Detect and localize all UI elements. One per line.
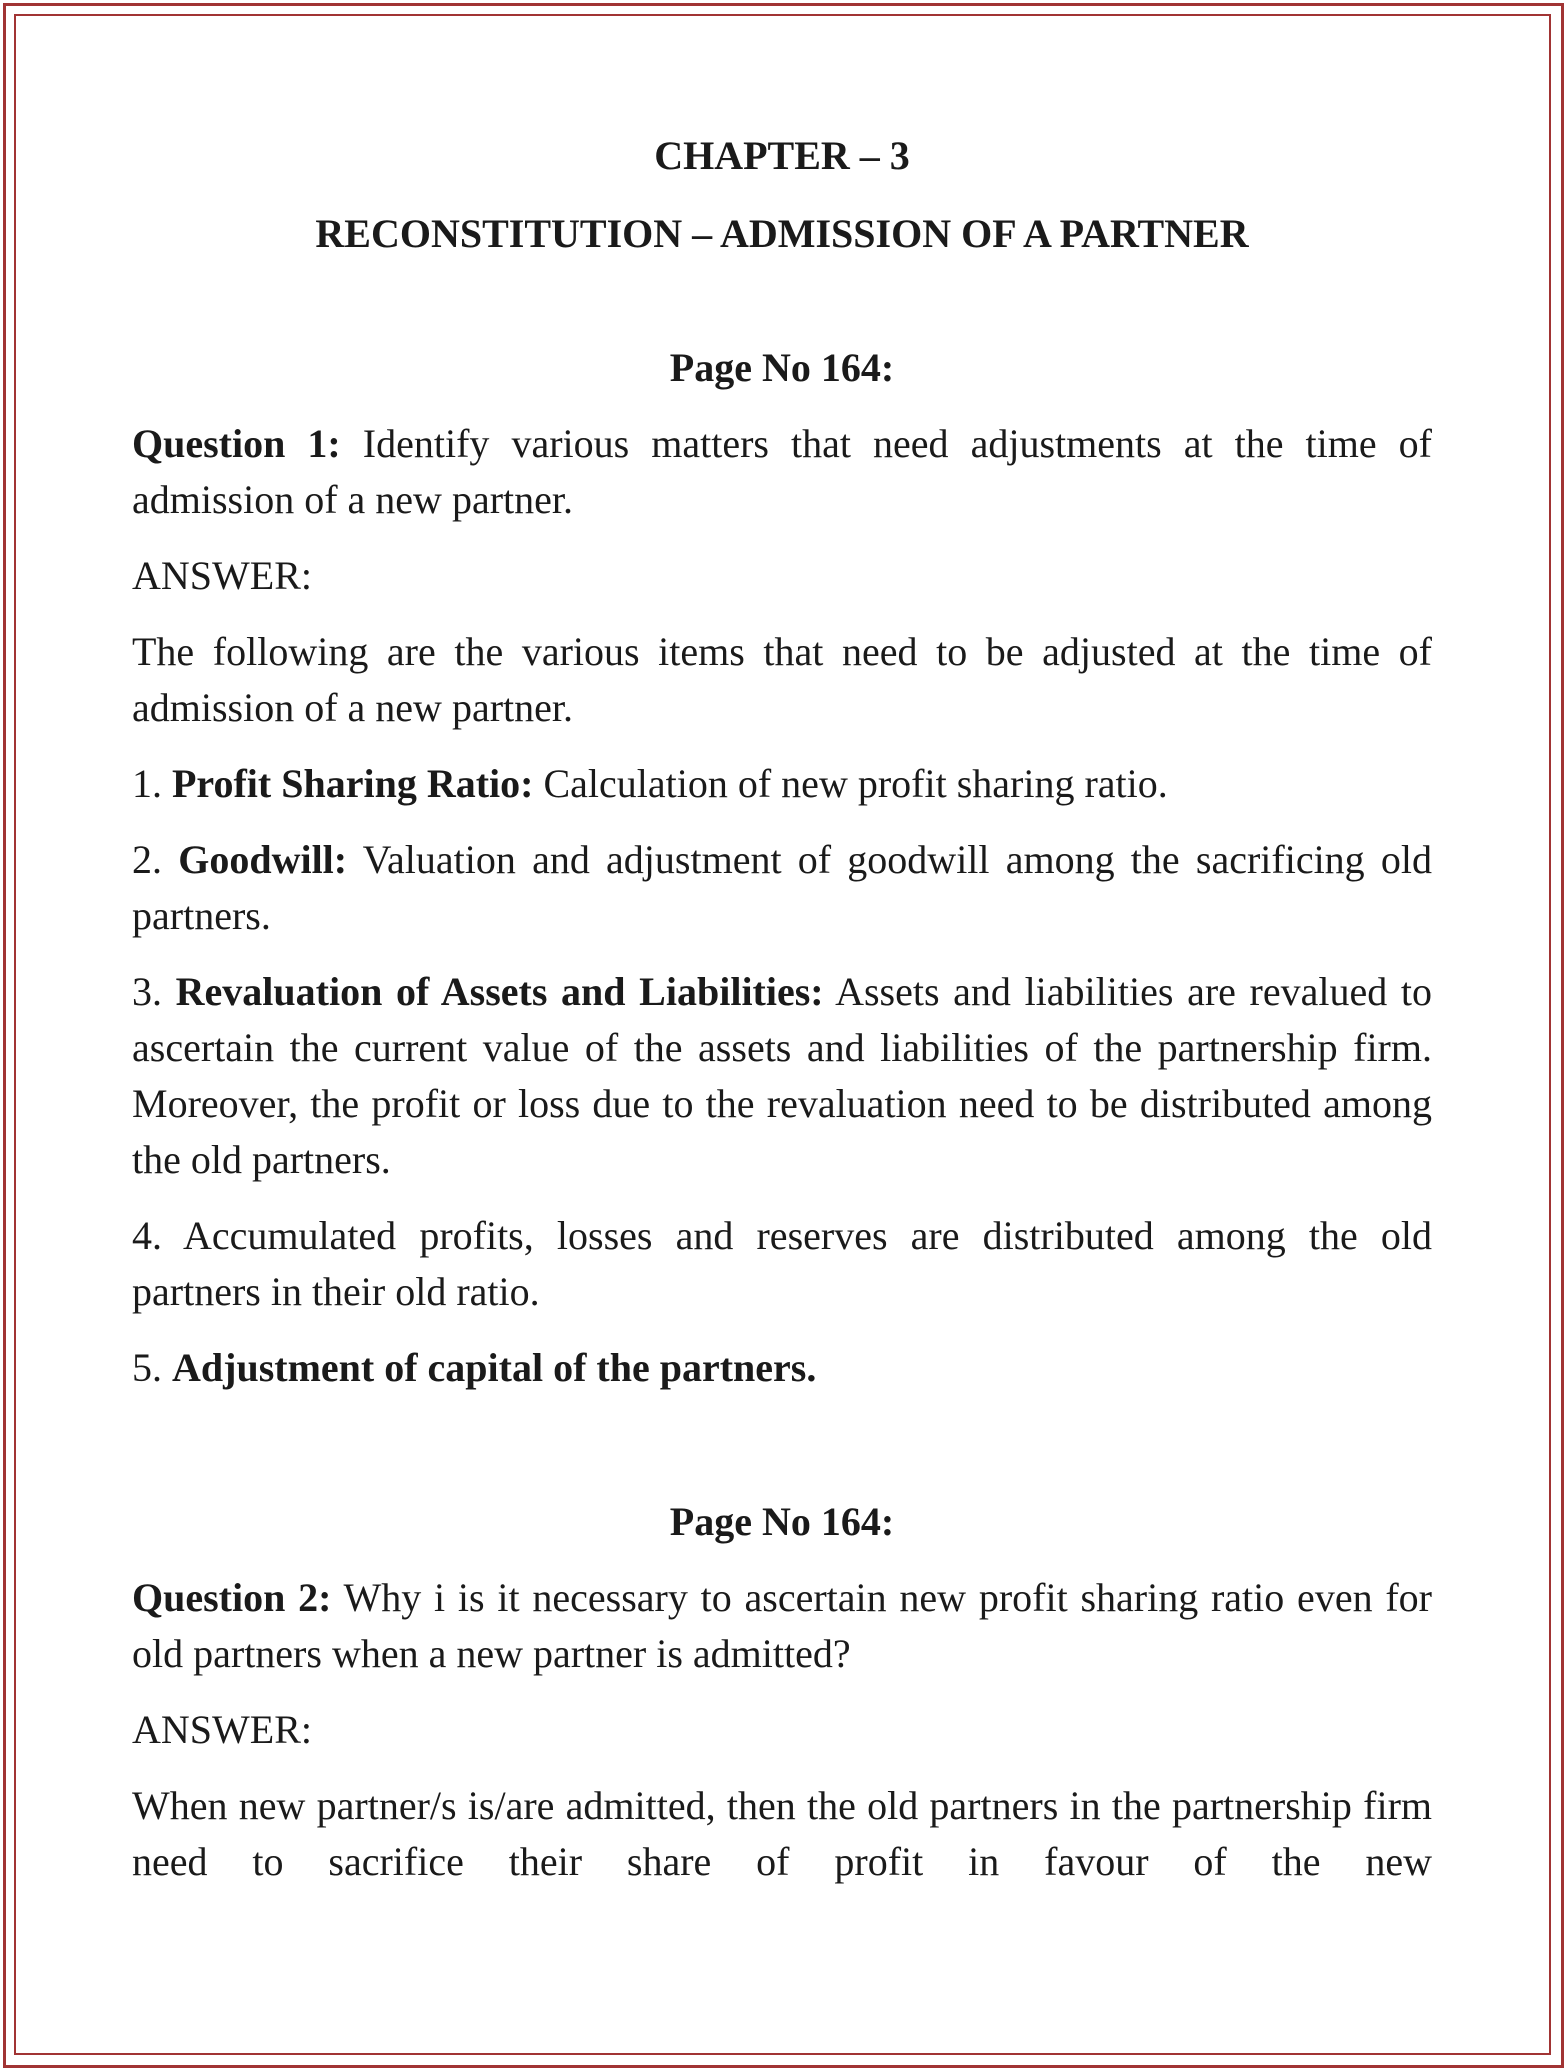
item-number: 2. bbox=[132, 837, 179, 882]
page-number-heading-2: Page No 164: bbox=[669, 1499, 895, 1544]
item-number: 1. bbox=[132, 761, 172, 806]
answer-1-item-2 bbox=[132, 832, 1432, 944]
answer-1-item-1 bbox=[132, 756, 1432, 812]
item-text: Calculation of new profit sharing ratio. bbox=[533, 761, 1168, 806]
question-1-label: Question 1: bbox=[132, 421, 341, 466]
question-2-label: Question 2: bbox=[132, 1575, 332, 1620]
answer-2-label: ANSWER: bbox=[132, 1707, 312, 1752]
question-2 bbox=[132, 1570, 1432, 1682]
document-page bbox=[132, 128, 1432, 1910]
question-1-text: Identify various matters that need adjustments at the time of admission of a new partner. bbox=[132, 421, 1433, 522]
page-number-heading: Page No 164: bbox=[669, 345, 895, 390]
answer-1-item-5 bbox=[132, 1340, 1432, 1396]
item-text: Valuation and adjustment of goodwill among the sacrificing old partners. bbox=[132, 837, 1432, 938]
answer-2-text: When new partner/s is/are admitted, then the old partners in the partnership firm need to sacrifice their share of profit in favour of the new bbox=[132, 1783, 1432, 1884]
item-heading: Profit Sharing Ratio: bbox=[172, 761, 534, 806]
item-number: 4. bbox=[132, 1213, 183, 1258]
answer-1-item-4 bbox=[132, 1208, 1432, 1320]
item-text: Accumulated profits, losses and reserves are distributed among the old partners in their old ratio. bbox=[132, 1213, 1432, 1314]
item-number: 5. bbox=[132, 1345, 172, 1390]
chapter-heading: CHAPTER – 3 bbox=[654, 133, 910, 178]
question-1 bbox=[132, 416, 1432, 528]
answer-1-item-3 bbox=[132, 964, 1432, 1188]
answer-1-label: ANSWER: bbox=[132, 553, 312, 598]
item-number: 3. bbox=[132, 969, 176, 1014]
answer-1-intro: The following are the various items that need to be adjusted at the time of admission of a new partner. bbox=[132, 629, 1432, 730]
item-heading: Adjustment of capital of the partners. bbox=[172, 1345, 817, 1390]
item-heading: Revaluation of Assets and Liabilities: bbox=[175, 969, 824, 1014]
chapter-title: RECONSTITUTION – ADMISSION OF A PARTNER bbox=[315, 211, 1249, 256]
item-heading: Goodwill: bbox=[178, 837, 348, 882]
item-text: Assets and liabilities are revalued to ascertain the current value of the assets and liabilities of the partnership firm. Moreover, the profit or loss due to the revaluation need to be distributed among the old partners. bbox=[132, 969, 1433, 1182]
question-2-text: Why i is it necessary to ascertain new profit sharing ratio even for old partners when a new partner is admitted? bbox=[132, 1575, 1432, 1676]
